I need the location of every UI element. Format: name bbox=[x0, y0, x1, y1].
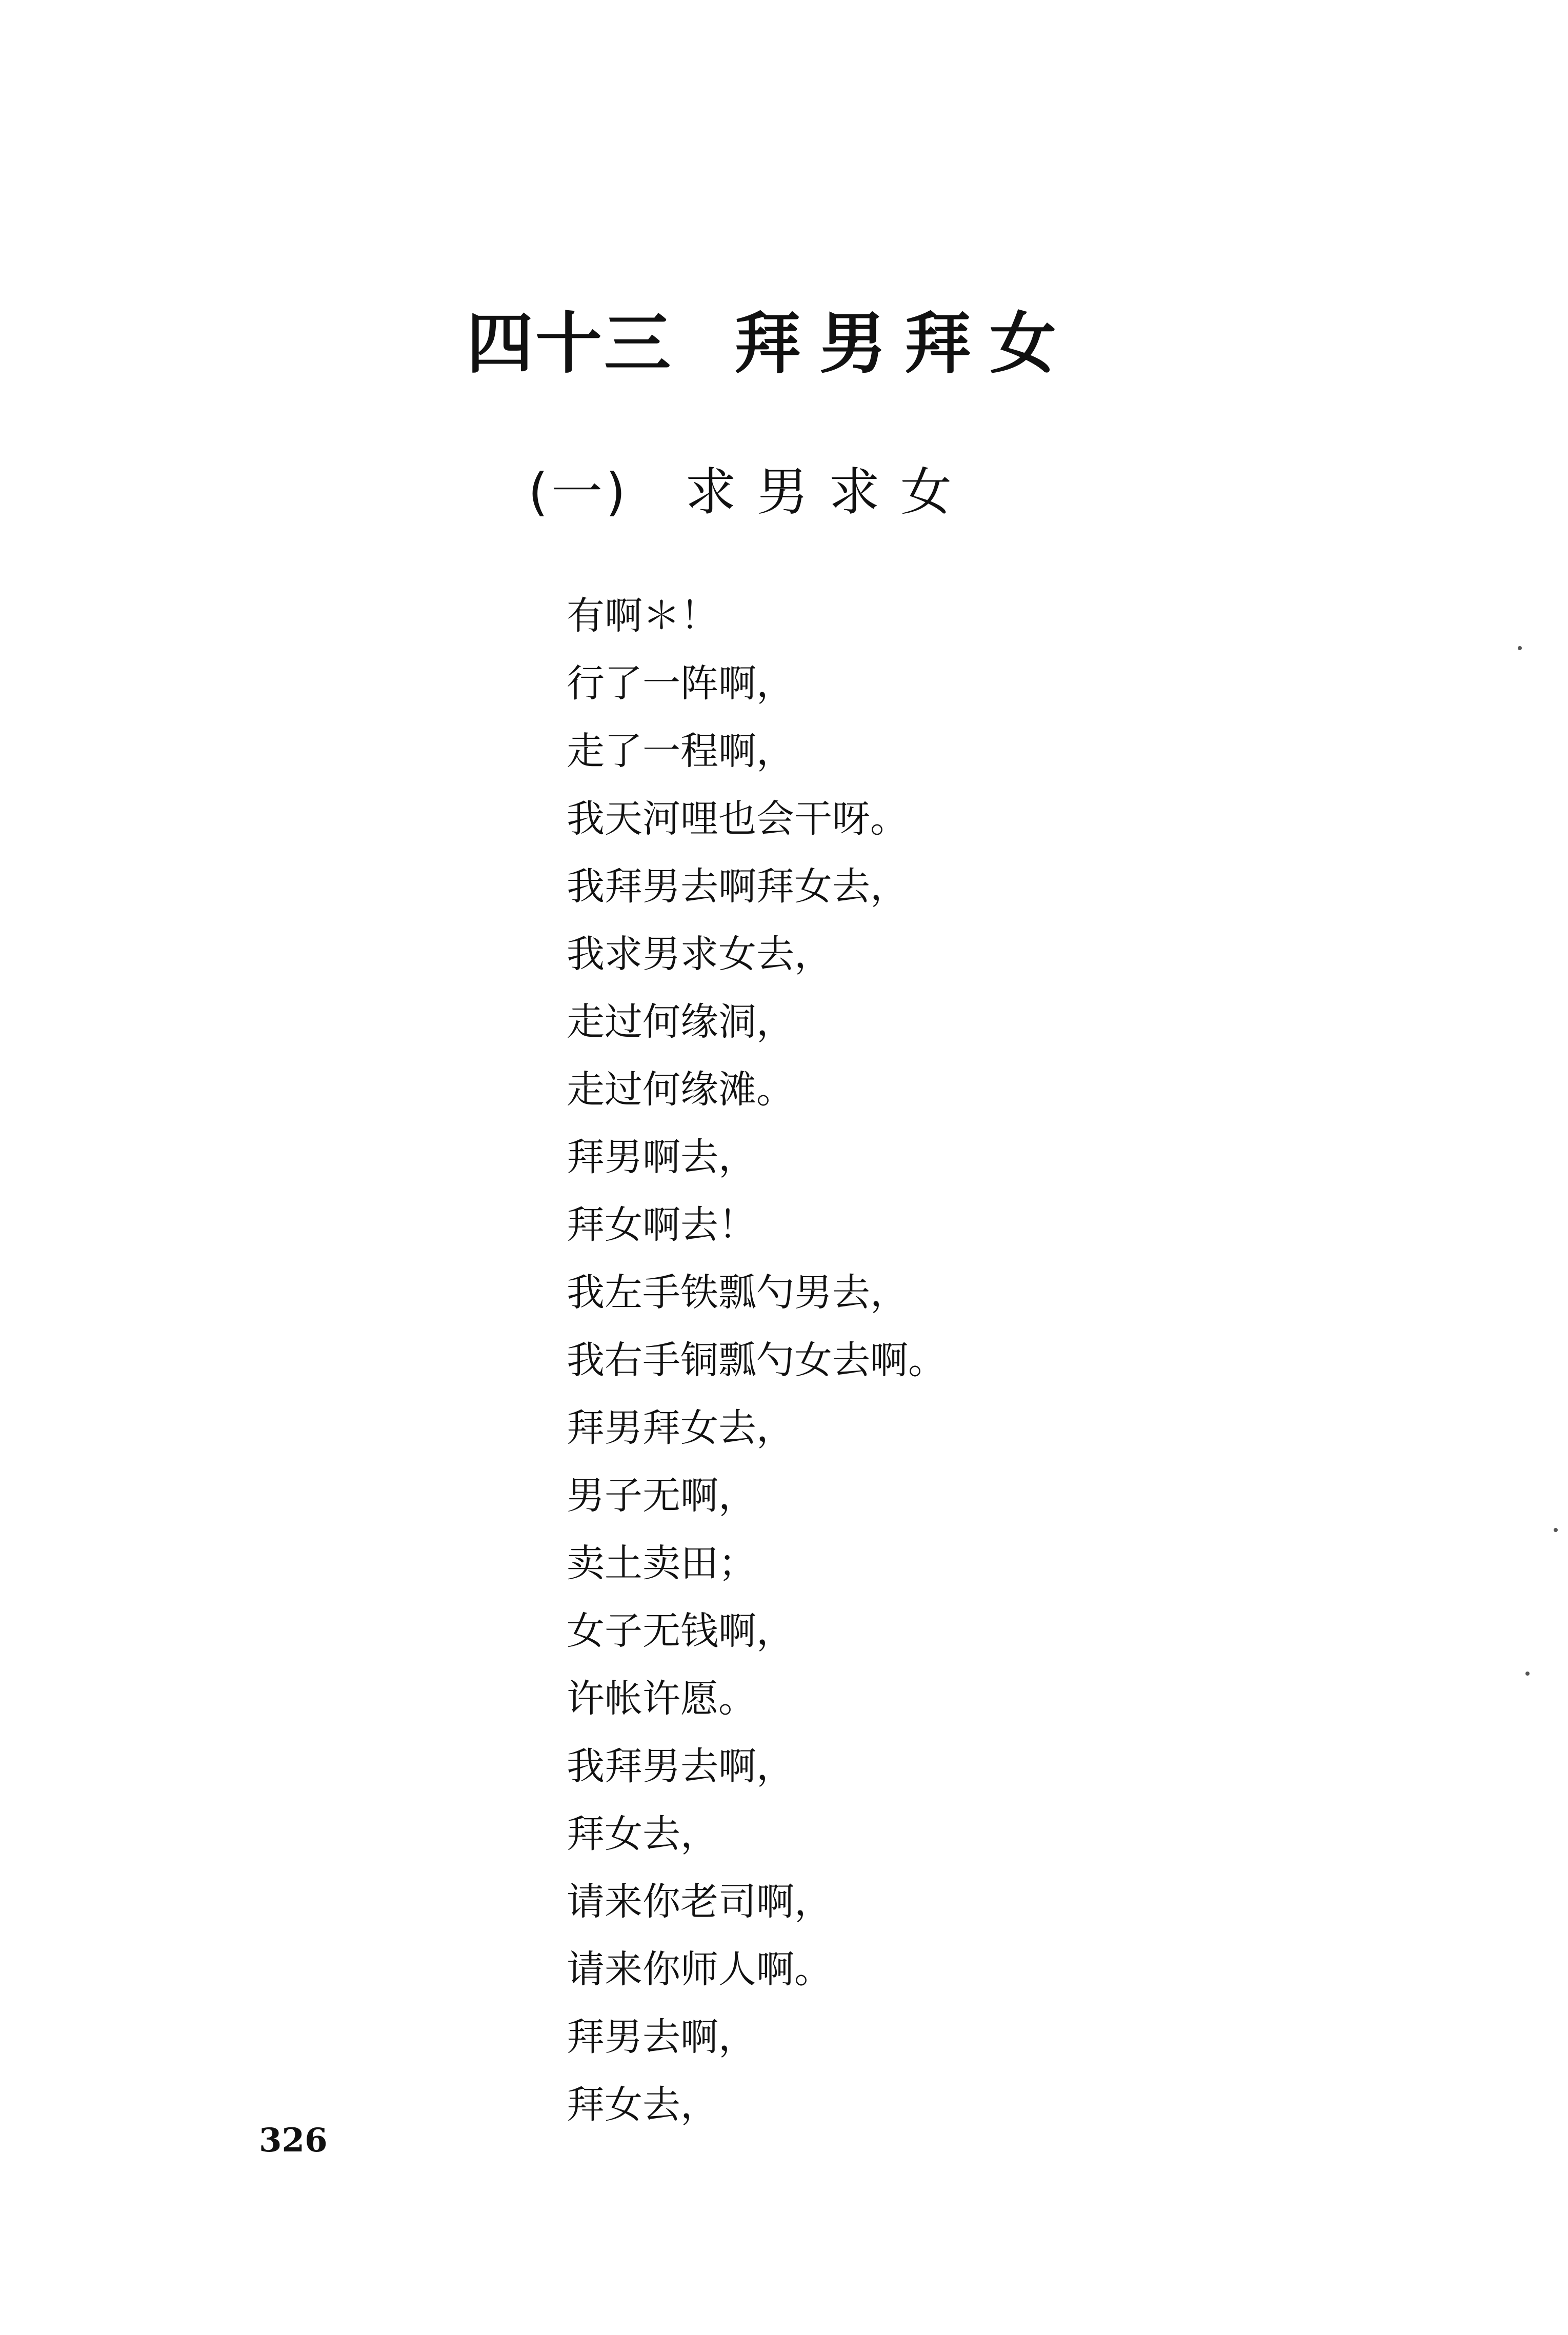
verse-line: 男子无啊， bbox=[567, 1474, 756, 1518]
verse-line: 走过何缘滩。 bbox=[567, 1068, 794, 1112]
chapter-name: 拜男拜女 bbox=[734, 305, 1075, 383]
verse-line: 拜男去啊， bbox=[567, 2015, 756, 2059]
scan-speck bbox=[1525, 1672, 1530, 1676]
section-title bbox=[528, 459, 972, 526]
verse-line: 女子无钱啊， bbox=[567, 1609, 794, 1653]
verse-line: 许帐许愿。 bbox=[567, 1677, 756, 1721]
scan-speck bbox=[1518, 646, 1522, 650]
verse-line: 行了一阵啊， bbox=[567, 661, 794, 706]
verse-line: 我右手铜瓢勺女去啊。 bbox=[567, 1338, 946, 1382]
verse-line: 拜男拜女去， bbox=[567, 1406, 794, 1450]
verse-line: 我拜男去啊拜女去， bbox=[567, 864, 908, 909]
verse-line: 卖土卖田； bbox=[567, 1541, 756, 1585]
verse-line: 走了一程啊， bbox=[567, 729, 794, 773]
verse-line: 拜男啊去， bbox=[567, 1135, 756, 1179]
verse-line: 我左手铁瓢勺男去， bbox=[567, 1271, 908, 1315]
verse-line: 我天河哩也会干呀。 bbox=[567, 797, 908, 841]
chapter-title bbox=[467, 303, 1075, 385]
section-marker: (一) bbox=[528, 462, 629, 522]
verse-line: 拜女啊去！ bbox=[567, 1203, 756, 1247]
verse-lines bbox=[567, 582, 946, 2139]
verse-line: 拜女去， bbox=[567, 2083, 718, 2127]
section-name: 求男求女 bbox=[685, 462, 973, 522]
page-number: 326 bbox=[259, 2121, 328, 2160]
verse-line: 我拜男去啊， bbox=[567, 1744, 794, 1788]
verse-line: 请来你师人啊。 bbox=[567, 1947, 832, 1991]
verse-line: 请来你老司啊， bbox=[567, 1880, 832, 1924]
chapter-number: 四十三 bbox=[467, 305, 673, 383]
scan-speck bbox=[1554, 1528, 1558, 1532]
verse-line: 走过何缘洞， bbox=[567, 1000, 794, 1044]
verse-line: 拜女去， bbox=[567, 1812, 718, 1856]
verse-line: 我求男求女去， bbox=[567, 932, 832, 976]
verse-line: 有啊＊！ bbox=[567, 594, 718, 638]
